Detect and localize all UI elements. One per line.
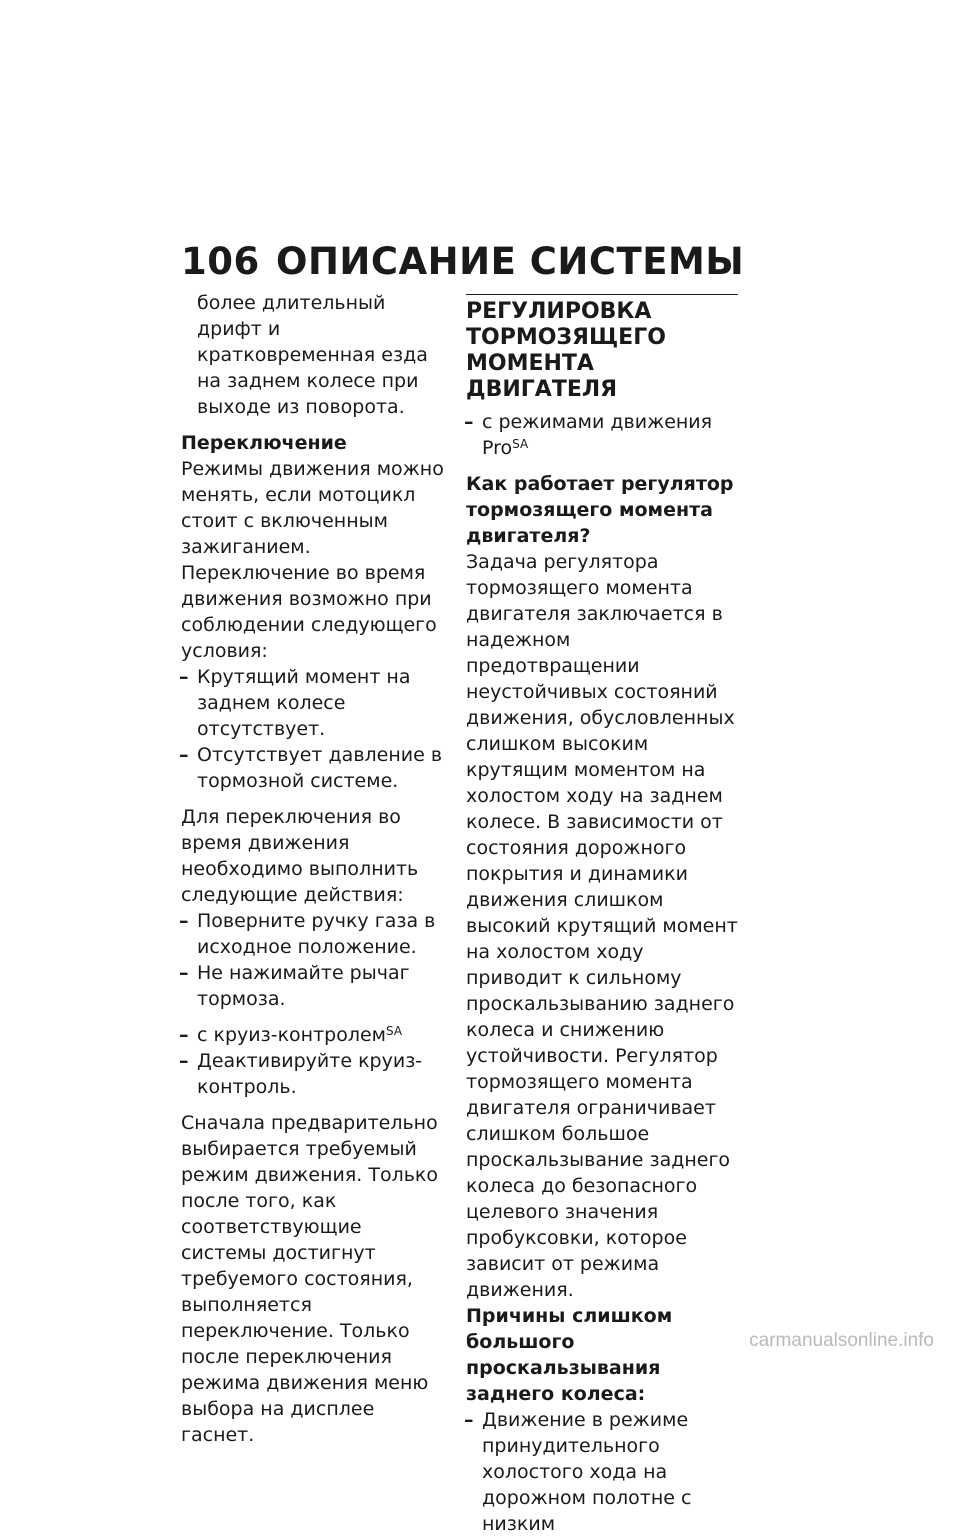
switch-paragraph: Режимы движения можно менять, если мотоцикл стоит с включенным зажиганием. Переключение во время движения возможно при соблюдении следующего условия: bbox=[181, 458, 444, 662]
action-item: – Поверните ручку газа в исходное положение. bbox=[181, 908, 451, 960]
causes-heading: Причины слишком большого проскальзывания заднего колеса: bbox=[466, 1305, 673, 1405]
actions-intro: Для переключения во время движения необходимо выполнить следующие действия: bbox=[181, 806, 419, 906]
page-header bbox=[181, 240, 744, 283]
condition-item: – Крутящий момент на заднем колесе отсутствует. bbox=[181, 664, 451, 742]
engine-drag-title: РЕГУЛИРОВКА ТОРМОЗЯЩЕГО МОМЕНТА ДВИГАТЕЛЯ bbox=[466, 294, 738, 403]
cruise-action: – Деактивируйте круиз-контроль. bbox=[181, 1048, 451, 1100]
left-column bbox=[181, 290, 451, 1448]
special-equipment-badge: SA bbox=[386, 1024, 403, 1038]
cruise-condition bbox=[181, 1022, 451, 1048]
pro-condition bbox=[466, 409, 738, 461]
action-item: – Не нажимайте рычаг тормоза. bbox=[181, 960, 451, 1012]
page-number: 106 bbox=[181, 240, 260, 283]
section-title: ОПИСАНИЕ СИСТЕМЫ bbox=[276, 240, 745, 283]
cruise-label: с круиз-контролем bbox=[197, 1024, 387, 1046]
condition-item: – Отсутствует давление в тормозной системе. bbox=[181, 742, 451, 794]
final-paragraph: Сначала предварительно выбирается требуемый режим движения. Только после того, как соответствующие системы достигнут требуемого состояния, выполняется переключение. Только после переключения режима движения меню выбора на дисплее гаснет. bbox=[181, 1112, 439, 1446]
how-paragraph: Задача регулятора тормозящего момента двигателя заключается в надежном предотвращении неустойчивых состояний движения, обусловленных слишком высоким крутящим моментом на холостом ходу на заднем колесе. В зависимости от состояния дорожного покрытия и динамики движения слишком высокий крутящий момент на холостом ходу приводит к сильному проскальзыванию заднего колеса и снижению устойчивости. Регулятор тормозящего момента двигателя ограничивает слишком большое проскальзывание заднего колеса до безопасного целевого значения пробуксовки, которое зависит от режима движения. bbox=[466, 551, 738, 1301]
intro-paragraph: более длительный дрифт и кратковременная езда на заднем колесе при выходе из поворота. bbox=[197, 292, 428, 418]
cause-item: – Движение в режиме принудительного холостого хода на дорожном полотне с низким bbox=[466, 1407, 738, 1537]
pro-label: с режимами движения Pro bbox=[482, 411, 713, 459]
watermark: carmanualsonline.info bbox=[749, 1330, 934, 1351]
how-heading: Как работает регулятор тормозящего момента двигателя? bbox=[466, 473, 734, 547]
switch-heading: Переключение bbox=[181, 432, 347, 454]
special-equipment-badge: SA bbox=[512, 437, 529, 451]
right-column bbox=[466, 290, 738, 1537]
